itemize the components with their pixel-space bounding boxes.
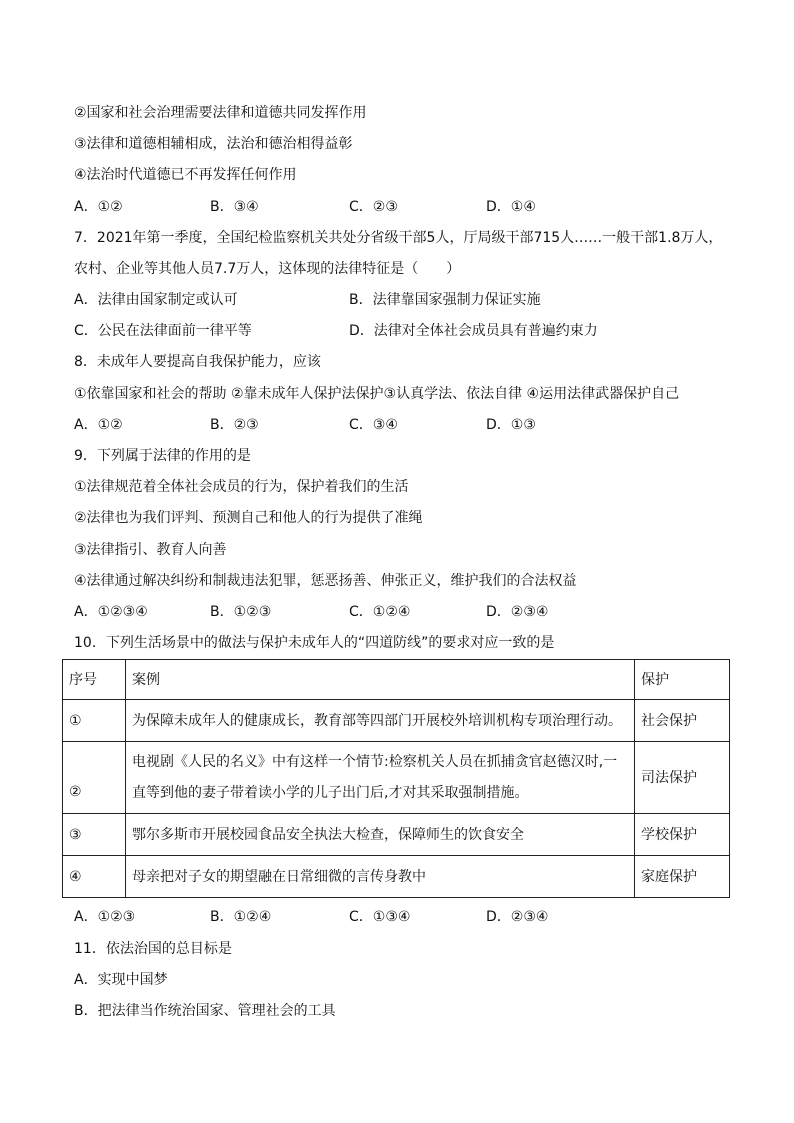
q11-stem: 11．依法治国的总目标是 [74, 941, 232, 957]
q9-statement-1: ①法律规范着全体社会成员的行为，保护着我们的生活 [74, 479, 409, 495]
q11-option-a[interactable]: A．实现中国梦 [74, 972, 168, 988]
row-case: 母亲把对子女的期望融在日常细微的言传身教中 [126, 856, 635, 898]
q7-option-d[interactable]: D．法律对全体社会成员具有普遍约束力 [349, 323, 598, 339]
q7-option-a[interactable]: A．法律由国家制定或认可 [74, 292, 238, 308]
row-protection: 家庭保护 [635, 856, 730, 898]
header-protection: 保护 [635, 660, 730, 700]
row-number: ② [63, 742, 126, 814]
row-case: 为保障未成年人的健康成长，教育部等四部门开展校外培训机构专项治理行动。 [126, 700, 635, 742]
table-row [63, 814, 730, 856]
q8-option-c[interactable]: C．③④ [349, 417, 398, 433]
q6-option-b[interactable]: B．③④ [210, 199, 259, 215]
row-protection: 学校保护 [635, 814, 730, 856]
q9-option-c[interactable]: C．①②④ [349, 604, 411, 620]
q7-stem-line-1: 7．2021年第一季度，全国纪检监察机关共处分省级干部5人，厅局级干部715人……一般干部1.8万人， [74, 230, 723, 246]
q9-statement-2: ②法律也为我们评判、预测自己和他人的行为提供了准绳 [74, 510, 423, 526]
q9-stem: 9．下列属于法律的作用的是 [74, 448, 251, 464]
q10-case-table [62, 659, 730, 898]
q10-option-d[interactable]: D．②③④ [486, 909, 549, 925]
row-case-line-1: 电视剧《人民的名义》中有这样一个情节:检察机关人员在抓捕贪官赵德汉时,一 [132, 753, 618, 770]
table-row [63, 856, 730, 898]
row-number: ④ [63, 856, 126, 898]
q10-stem: 10．下列生活场景中的做法与保护未成年人的“四道防线”的要求对应一致的是 [74, 635, 555, 651]
header-case: 案例 [126, 660, 635, 700]
q8-statements: ①依靠国家和社会的帮助 ②靠未成年人保护法保护③认真学法、依法自律 ④运用法律武器保护自己 [74, 386, 680, 402]
q8-option-a[interactable]: A．①② [74, 417, 123, 433]
q7-option-b[interactable]: B．法律靠国家强制力保证实施 [349, 292, 541, 308]
q10-option-c[interactable]: C．①③④ [349, 909, 411, 925]
row-protection: 社会保护 [635, 700, 730, 742]
q9-statement-4: ④法律通过解决纠纷和制裁违法犯罪，惩恶扬善、伸张正义，维护我们的合法权益 [74, 573, 577, 589]
q6-option-d[interactable]: D．①④ [486, 199, 536, 215]
row-case [126, 742, 635, 814]
q10-option-b[interactable]: B．①②④ [210, 909, 272, 925]
q10-option-a[interactable]: A．①②③ [74, 909, 136, 925]
header-number: 序号 [63, 660, 126, 700]
q9-statement-3: ③法律指引、教育人向善 [74, 542, 227, 558]
q6-statement-4: ④法治时代道德已不再发挥任何作用 [74, 167, 297, 183]
row-case-line-2: 直等到他的妻子带着读小学的儿子出门后,才对其采取强制措施。 [132, 784, 529, 801]
q8-option-d[interactable]: D．①③ [486, 417, 536, 433]
q8-option-b[interactable]: B．②③ [210, 417, 259, 433]
q11-option-b[interactable]: B．把法律当作统治国家、管理社会的工具 [74, 1003, 336, 1019]
row-number: ① [63, 700, 126, 742]
q9-option-d[interactable]: D．②③④ [486, 604, 549, 620]
q6-option-a[interactable]: A．①② [74, 199, 123, 215]
table-header-row [63, 660, 730, 700]
table-row [63, 742, 730, 814]
q9-option-a[interactable]: A．①②③④ [74, 604, 148, 620]
q7-option-c[interactable]: C．公民在法律面前一律平等 [74, 323, 252, 339]
row-case: 鄂尔多斯市开展校园食品安全执法大检查，保障师生的饮食安全 [126, 814, 635, 856]
q6-statement-2: ②国家和社会治理需要法律和道德共同发挥作用 [74, 105, 367, 121]
q8-stem: 8．未成年人要提高自我保护能力，应该 [74, 354, 321, 370]
q9-option-b[interactable]: B．①②③ [210, 604, 272, 620]
q6-statement-3: ③法律和道德相辅相成，法治和德治相得益彰 [74, 136, 353, 152]
row-number: ③ [63, 814, 126, 856]
q6-option-c[interactable]: C．②③ [349, 199, 398, 215]
row-protection: 司法保护 [635, 742, 730, 814]
q7-stem-line-2: 农村、企业等其他人员7.7万人，这体现的法律特征是（ ） [74, 261, 461, 277]
table-row [63, 700, 730, 742]
